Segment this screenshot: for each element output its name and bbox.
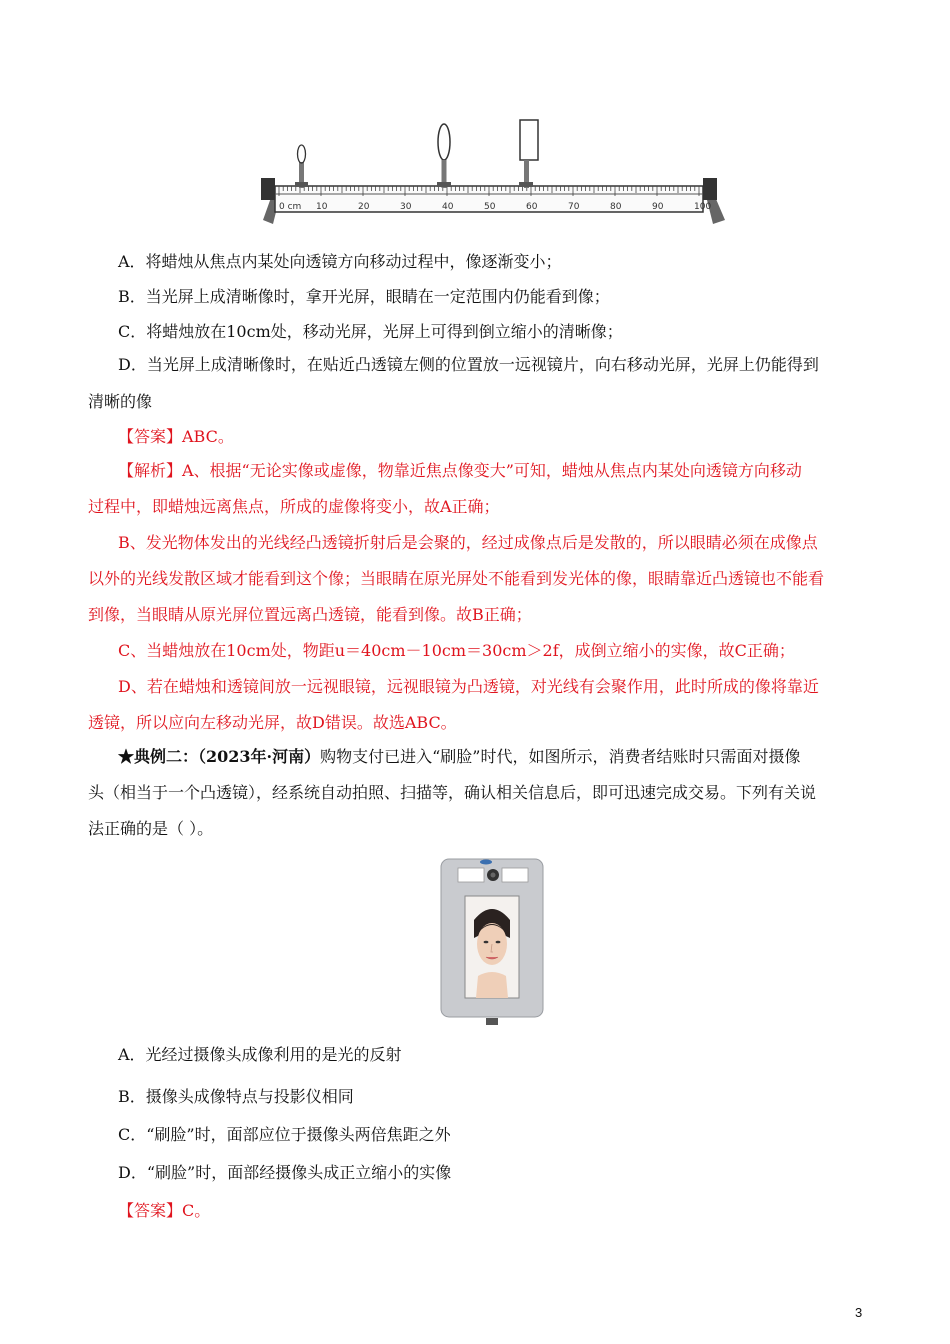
- q1-analysis-line: C、当蜡烛放在10cm处，物距u＝40cm－10cm＝30cm＞2f，成倒立缩小的实像，故C正确；: [118, 641, 795, 660]
- face-payment-device-figure: [440, 858, 544, 1030]
- q1-analysis-line: 到像，当眼睛从原光屏位置远离凸透镜，能看到像。故B正确；: [88, 605, 532, 624]
- q1-option-d-line1: D．当光屏上成清晰像时，在贴近凸透镜左侧的位置放一远视镜片，向右移动光屏，光屏上仍能得到: [118, 355, 819, 374]
- q2-option-a: A．光经过摄像头成像利用的是光的反射: [118, 1045, 402, 1064]
- q1-analysis-line: 过程中，即蜡烛远离焦点，所成的虚像将变小，故A正确；: [88, 497, 500, 516]
- q2-stem-text: 购物支付已进入“刷脸”时代，如图所示，消费者结账时只需面对摄像: [320, 747, 801, 766]
- ruler-tick-label: 80: [610, 202, 622, 212]
- q1-analysis-line: 【解析】A、根据“无论实像或虚像，物靠近焦点像变大”可知，蜡烛从焦点内某处向透镜方向移动: [118, 461, 802, 480]
- ruler-tick-label: 30: [400, 202, 412, 212]
- q1-option-a: A．将蜡烛从焦点内某处向透镜方向移动过程中，像逐渐变小；: [118, 252, 562, 271]
- q2-stem-line3: 法正确的是（ ）。: [88, 819, 214, 838]
- q2-stem-line1: [118, 747, 800, 767]
- page-number: 3: [855, 1305, 863, 1320]
- ruler-tick-label: 40: [442, 202, 454, 212]
- ruler-tick-label: 100: [694, 202, 712, 212]
- q2-option-c: C．“刷脸”时，面部应位于摄像头两倍焦距之外: [118, 1125, 451, 1144]
- ruler-unit-label: 0 cm: [279, 202, 302, 212]
- ruler-tick-label: 90: [652, 202, 664, 212]
- ruler-tick-label: 60: [526, 202, 538, 212]
- q1-analysis-line: 透镜，所以应向左移动光屏，故D错误。故选ABC。: [88, 713, 457, 732]
- q2-option-d: D．“刷脸”时，面部经摄像头成正立缩小的实像: [118, 1163, 452, 1182]
- q2-answer: 【答案】C。: [118, 1201, 211, 1220]
- q1-analysis-line: B、发光物体发出的光线经凸透镜折射后是会聚的，经过成像点后是发散的，所以眼睛必须在成像点: [118, 533, 818, 552]
- q1-answer: 【答案】ABC。: [118, 427, 234, 446]
- q1-option-d-line2: 清晰的像: [88, 392, 153, 411]
- q2-option-b: B．摄像头成像特点与投影仪相同: [118, 1087, 354, 1106]
- optical-bench-figure: [255, 112, 735, 230]
- ruler-tick-label: 70: [568, 202, 580, 212]
- ruler-tick-label: 50: [484, 202, 496, 212]
- q1-option-b: B．当光屏上成清晰像时，拿开光屏，眼睛在一定范围内仍能看到像；: [118, 287, 610, 306]
- ruler-tick-label: 10: [316, 202, 328, 212]
- q2-stem-line2: 头（相当于一个凸透镜），经系统自动拍照、扫描等，确认相关信息后，即可迅速完成交易。下列有关说: [88, 783, 817, 802]
- q1-option-c: C．将蜡烛放在10cm处，移动光屏，光屏上可得到倒立缩小的清晰像；: [118, 322, 623, 341]
- q2-label: ★典例二：（2023年·河南）: [118, 747, 321, 766]
- q1-analysis-line: D、若在蜡烛和透镜间放一远视眼镜，远视眼镜为凸透镜，对光线有会聚作用，此时所成的像将靠近: [118, 677, 819, 696]
- ruler-tick-label: 20: [358, 202, 370, 212]
- q1-analysis-line: 以外的光线发散区域才能看到这个像；当眼睛在原光屏处不能看到发光体的像，眼睛靠近凸透镜也不能看: [88, 569, 825, 588]
